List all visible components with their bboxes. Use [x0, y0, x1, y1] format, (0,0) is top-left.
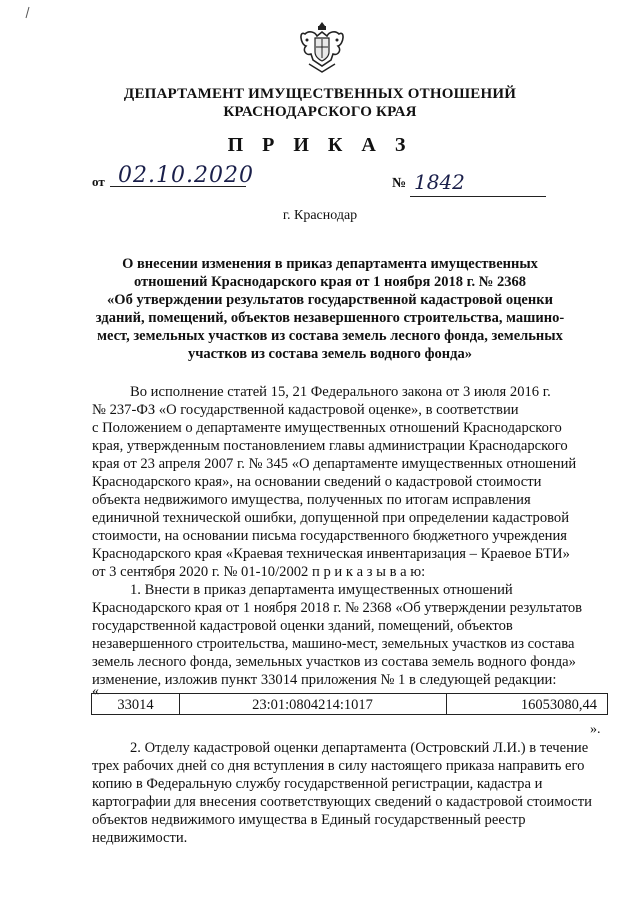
- title-line: мест, земельных участков из состава земель лесного фонда, земельных: [97, 328, 563, 344]
- city: г. Краснодар: [282, 208, 358, 223]
- open-quote: «: [92, 684, 99, 699]
- department-name-line1: ДЕПАРТАМЕНТ ИМУЩЕСТВЕННЫХ ОТНОШЕНИЙ: [123, 86, 517, 102]
- body-line: изменение, изложив пункт 33014 приложения № 1 в следующей редакции:: [92, 672, 557, 688]
- cadastral-value-cell: 16053080,44: [446, 693, 608, 715]
- body-line: Краснодарского края», на основании сведений о кадастровой стоимости: [92, 474, 542, 490]
- body-line: 2. Отделу кадастровой оценки департамента (Островский Л.И.) в течение: [130, 740, 589, 756]
- body-line: незавершенного строительства, машино-мест, земельных участков из состава: [92, 636, 575, 652]
- body-line: Во исполнение статей 15, 21 Федерального закона от 3 июля 2016 г.: [130, 384, 551, 400]
- body-line: единичной технической ошибки, допущенной при определении кадастровой: [92, 510, 570, 526]
- body-line: копию в Федеральную службу государственной регистрации, кадастра и: [92, 776, 543, 792]
- close-quote: ».: [590, 722, 601, 737]
- body-line: Краснодарского края от 1 ноября 2018 г. № 2368 «Об утверждении результатов: [92, 600, 583, 616]
- number-label: №: [392, 176, 407, 191]
- body-line: края, утвержденным постановлением главы администрации Краснодарского: [92, 438, 568, 454]
- body-line: земель лесного фонда, земельных участков из состава земель водного фонда»: [92, 654, 576, 670]
- body-line: края от 23 апреля 2007 г. № 345 «О департаменте имущественных отношений: [92, 456, 577, 472]
- body-line: картографии для внесения соответствующих сведений о кадастровой стоимости: [92, 794, 592, 810]
- title-line: «Об утверждении результатов государственной кадастровой оценки: [107, 292, 553, 308]
- body-line: объектов недвижимого имущества в Единый государственный реестр: [92, 812, 526, 828]
- body-line: стоимости, на основании письма государственного бюджетного учреждения: [92, 528, 568, 544]
- body-line: 1. Внести в приказ департамента имущественных отношений: [130, 582, 513, 598]
- title-line: участков из состава земель водного фонда»: [187, 346, 472, 362]
- cadastral-number-cell: 23:01:0804214:1017: [179, 693, 447, 715]
- body-line: недвижимости.: [92, 830, 188, 846]
- row-number-cell: 33014: [91, 693, 180, 715]
- pen-mark: [24, 6, 30, 20]
- body-line: трех рабочих дней со дня вступления в силу настоящего приказа направить его: [92, 758, 585, 774]
- coat-of-arms-icon: [297, 20, 347, 74]
- document-type: П Р И К А З: [227, 134, 413, 156]
- body-line: от 3 сентября 2020 г. № 01-10/2002 п р и к а з ы в а ю:: [92, 564, 426, 580]
- body-line: государственной кадастровой оценки зданий, помещений, объектов: [92, 618, 513, 634]
- date-value: 02.10.2020: [118, 163, 254, 188]
- number-underline: [410, 196, 546, 197]
- number-value: 1842: [414, 170, 465, 194]
- body-line: объекта недвижимого имущества, полученных по итогам исправления: [92, 492, 531, 508]
- body-line: с Положением о департаменте имущественных отношений Краснодарского: [92, 420, 562, 436]
- title-line: отношений Краснодарского края от 1 ноября 2018 г. № 2368: [134, 274, 526, 290]
- title-line: зданий, помещений, объектов незавершенного строительства, машино-: [95, 310, 565, 326]
- date-label: от: [92, 174, 105, 189]
- department-name-line2: КРАСНОДАРСКОГО КРАЯ: [223, 104, 417, 120]
- appendix-table-row: [91, 693, 608, 715]
- date-underline: [110, 186, 246, 187]
- title-line: О внесении изменения в приказ департамента имущественных: [122, 256, 538, 272]
- body-line: № 237-ФЗ «О государственной кадастровой оценке», в соответствии: [92, 402, 519, 418]
- body-line: Краснодарского края «Краевая техническая инвентаризация – Краевое БТИ»: [92, 546, 570, 562]
